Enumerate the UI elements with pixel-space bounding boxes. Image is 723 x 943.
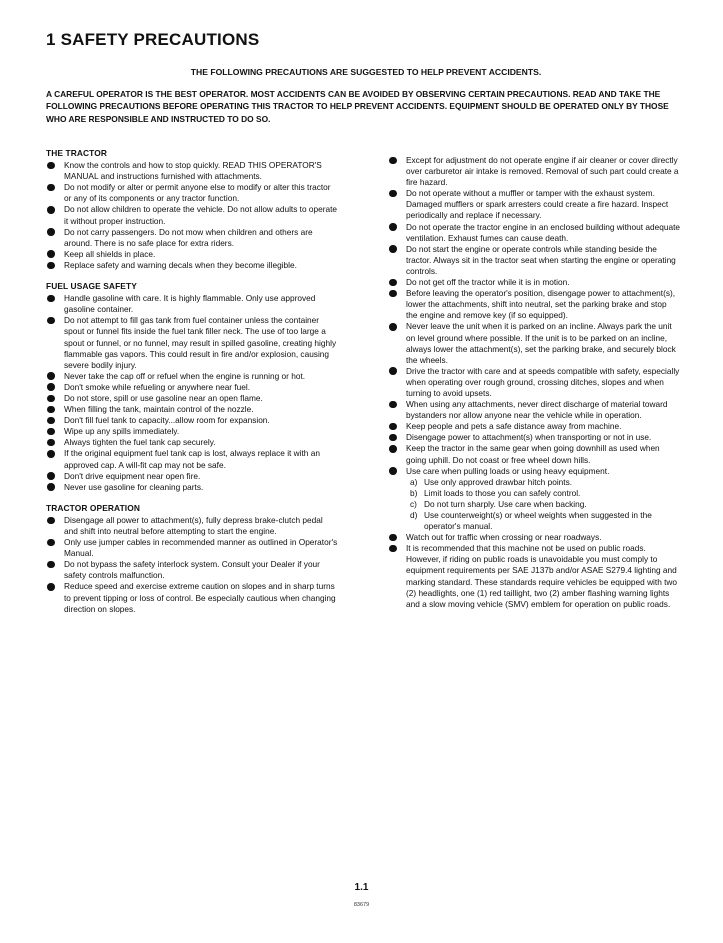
list-item: Do not get off the tractor while it is in motion.: [388, 277, 680, 288]
list-item: Do not store, spill or use gasoline near an open flame.: [46, 393, 338, 404]
right-column: [388, 155, 680, 610]
list-item: Drive the tractor with care and at speeds compatible with safety, especially when operating over rough ground, crossing ditches, slopes and when turning to avoid upsets.: [388, 366, 680, 399]
list-item: Never use gasoline for cleaning parts.: [46, 482, 338, 493]
sub-item-letter: a): [410, 476, 418, 487]
list-item-text: Use care when pulling loads or using heavy equipment.: [406, 465, 610, 476]
sub-item-text: Limit loads to those you can safely control.: [424, 487, 581, 498]
list-item: Handle gasoline with care. It is highly flammable. Only use approved gasoline container.: [46, 293, 338, 315]
bullet-list: [388, 155, 680, 610]
list-item: Know the controls and how to stop quickly. READ THIS OPERATOR'S MANUAL and instructions furnished with attachments.: [46, 160, 338, 182]
list-item: When filling the tank, maintain control of the nozzle.: [46, 404, 338, 415]
list-item: Reduce speed and exercise extreme caution on slopes and in sharp turns to prevent tipping or loss of control. Be especially cautious when changing direction on slopes.: [46, 581, 338, 614]
list-item: Replace safety and warning decals when they become illegible.: [46, 260, 338, 271]
list-item: Always tighten the fuel tank cap securely.: [46, 437, 338, 448]
sub-item-text: Do not turn sharply. Use care when backing.: [424, 498, 587, 509]
list-item: When using any attachments, never direct discharge of material toward bystanders nor allow anyone near the vehicle while in operation.: [388, 399, 680, 421]
sub-item-letter: d): [410, 510, 418, 520]
list-item: Disengage power to attachment(s) when transporting or not in use.: [388, 432, 680, 443]
list-item: Wipe up any spills immediately.: [46, 426, 338, 437]
sub-list-item: [410, 499, 680, 510]
sub-item-text: Use only approved drawbar hitch points.: [424, 476, 573, 487]
list-item: Do not modify or alter or permit anyone else to modify or alter this tractor or any of its components or any tractor function.: [46, 182, 338, 204]
section-the-tractor: [46, 148, 338, 271]
section-heading: THE TRACTOR: [46, 148, 107, 158]
sub-item-letter: c): [410, 498, 417, 509]
list-item: Except for adjustment do not operate engine if air cleaner or cover directly over carburetor air intake is removed. Removal of such part could create a fire hazard.: [388, 155, 680, 188]
sub-list-item: [410, 510, 680, 532]
list-item: Keep the tractor in the same gear when going downhill as used when going uphill. Do not coast or free wheel down hills.: [388, 443, 680, 465]
list-item: Don't drive equipment near open fire.: [46, 471, 338, 482]
section-heading: FUEL USAGE SAFETY: [46, 281, 137, 292]
list-item: If the original equipment fuel tank cap is lost, always replace it with an approved cap. A will-fit cap may not be safe.: [46, 448, 338, 470]
sub-list-item: [410, 477, 680, 488]
left-column: [46, 148, 338, 615]
section-tractor-operation: [46, 503, 338, 615]
list-item: Don't smoke while refueling or anywhere near fuel.: [46, 382, 338, 393]
sub-list-item: [410, 488, 680, 499]
section-heading: TRACTOR OPERATION: [46, 502, 140, 513]
list-item: Never take the cap off or refuel when the engine is running or hot.: [46, 371, 338, 382]
list-item: Disengage all power to attachment(s), fully depress brake-clutch pedal and shift into neutral before attempting to start the engine.: [46, 515, 338, 537]
section-fuel-usage-safety: [46, 281, 338, 493]
list-item: Do not bypass the safety interlock system. Consult your Dealer if your safety controls malfunction.: [46, 559, 338, 581]
list-item: Never leave the unit when it is parked on an incline. Always park the unit on level ground where possible. If the unit is to be parked on an incline, always lower the attachment(s), set the parking brake, and securely block the wheels.: [388, 321, 680, 365]
subheading: THE FOLLOWING PRECAUTIONS ARE SUGGESTED TO HELP PREVENT ACCIDENTS.: [190, 67, 542, 77]
bullet-list: [46, 293, 338, 493]
intro-paragraph: A CAREFUL OPERATOR IS THE BEST OPERATOR. MOST ACCIDENTS CAN BE AVOIDED BY OBSERVING CERTAIN PRECAUTIONS. READ AND TAKE THE FOLLOWING PRECAUTIONS BEFORE OPERATING THIS TRACTOR TO HELP PREVENT ACCIDENTS. EQUIPMENT SHOULD BE OPERATED ONLY BY THOSE WHO ARE RESPONSIBLE AND INSTRUCTED TO DO SO.: [46, 89, 669, 124]
page-number: 1.1: [354, 882, 369, 893]
list-item: Watch out for traffic when crossing or near roadways.: [388, 532, 680, 543]
list-item: Keep people and pets a safe distance away from machine.: [388, 421, 680, 432]
list-item: Do not operate without a muffler or tamper with the exhaust system. Damaged mufflers or spark arresters could create a fire hazard. Inspect periodically and replace if necessary.: [388, 188, 680, 221]
list-item-pulling-loads: [388, 466, 680, 533]
list-item: Keep all shields in place.: [46, 249, 338, 260]
page-title: 1 SAFETY PRECAUTIONS: [46, 30, 260, 49]
sub-item-letter: b): [410, 487, 418, 498]
list-item: Do not attempt to fill gas tank from fuel container unless the container spout or funnel fits inside the fuel tank filler neck. The use of too large a spout or funnel, or no funnel, may result in spilled gasoline, creating highly flammable gas vapors. This could result in fire and/or explosion, causing severe bodily injury.: [46, 315, 338, 370]
bullet-list: [46, 515, 338, 615]
list-item: Do not start the engine or operate controls while standing beside the tractor. Always sit in the tractor seat when starting the engine or operating controls.: [388, 244, 680, 277]
sub-list: [406, 477, 680, 532]
list-item: Only use jumper cables in recommended manner as outlined in Operator's Manual.: [46, 537, 338, 559]
document-code: 83679: [353, 902, 370, 908]
bullet-list: [46, 160, 338, 271]
list-item: Do not carry passengers. Do not mow when children and others are around. There is no safe place for extra riders.: [46, 227, 338, 249]
list-item: Before leaving the operator's position, disengage power to attachment(s), lower the attachments, shift into neutral, set the parking brake and stop the engine and remove key (if so equipped).: [388, 288, 680, 321]
list-item: Don't fill fuel tank to capacity...allow room for expansion.: [46, 415, 338, 426]
list-item: It is recommended that this machine not be used on public roads. However, if riding on public roads is unavoidable you must comply to equipment requirements per SAE J137b and/or ASAE S279.4 lighting and marking standard. These standards require vehicles be equipped with two (2) headlights, one (1) red taillight, two (2) amber flashing warning lights and a slow moving vehicle (SMV) emblem for operation on public roads.: [388, 543, 680, 610]
list-item: Do not operate the tractor engine in an enclosed building without adequate ventilation. Exhaust fumes can cause death.: [388, 222, 680, 244]
sub-item-text: Use counterweight(s) or wheel weights when suggested in the operator's manual.: [424, 510, 652, 532]
list-item: Do not allow children to operate the vehicle. Do not allow adults to operate it without proper instruction.: [46, 204, 338, 226]
